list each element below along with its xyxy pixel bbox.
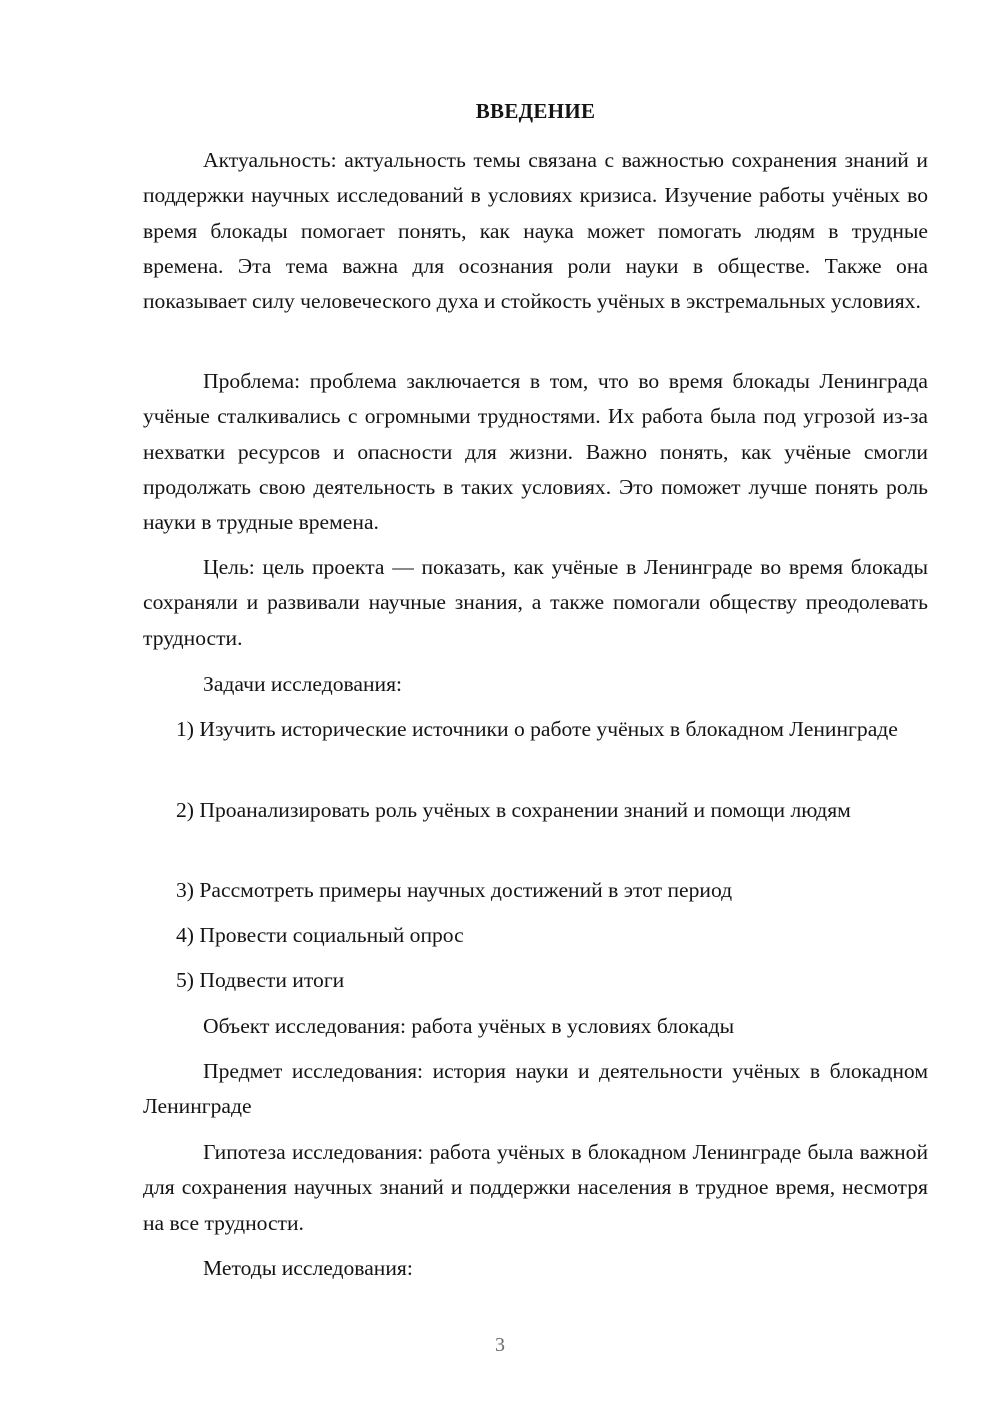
paragraph-hypothesis: Гипотеза исследования: работа учёных в блокадном Ленинграде была важной для сохранения научных знаний и поддержки населения в трудное время, несмотря на все трудности. xyxy=(143,1140,928,1235)
task-item: 1) Изучить исторические источники о работе учёных в блокадном Ленинграде xyxy=(176,717,898,741)
task-item: 5) Подвести итоги xyxy=(176,968,345,992)
paragraph-tasks-heading: Задачи исследования: xyxy=(203,672,403,696)
paragraph-subject: Предмет исследования: история науки и деятельности учёных в блокадном Ленинграде xyxy=(143,1059,928,1119)
paragraph-object: Объект исследования: работа учёных в условиях блокады xyxy=(203,1014,735,1038)
paragraph-methods: Методы исследования: xyxy=(203,1256,413,1280)
page-number: 3 xyxy=(495,1334,505,1356)
paragraph-relevance: Актуальность: актуальность темы связана с важностью сохранения знаний и поддержки научных исследований в условиях кризиса. Изучение работы учёных во время блокады помогает понять, как наука может помогать людям в трудные времена. Эта тема важна для осознания роли науки в обществе. Также она показывает силу человеческого духа и стойкость учёных в экстремальных условиях. xyxy=(143,148,928,314)
task-item: 3) Рассмотреть примеры научных достижений в этот период xyxy=(176,878,733,902)
paragraph-problem: Проблема: проблема заключается в том, что во время блокады Ленинграда учёные сталкивались с огромными трудностями. Их работа была под угрозой из-за нехватки ресурсов и опасности для жизни. Важно понять, как учёные смогли продолжать свою деятельность в таких условиях. Это поможет лучше понять роль науки в трудные времена. xyxy=(143,369,928,535)
page-title: ВВЕДЕНИЕ xyxy=(475,99,596,123)
task-item: 2) Проанализировать роль учёных в сохранении знаний и помощи людям xyxy=(176,798,851,822)
paragraph-goal: Цель: цель проекта — показать, как учёные в Ленинграде во время блокады сохраняли и развивали научные знания, а также помогали обществу преодолевать трудности. xyxy=(143,555,928,650)
task-item: 4) Провести социальный опрос xyxy=(176,923,464,947)
